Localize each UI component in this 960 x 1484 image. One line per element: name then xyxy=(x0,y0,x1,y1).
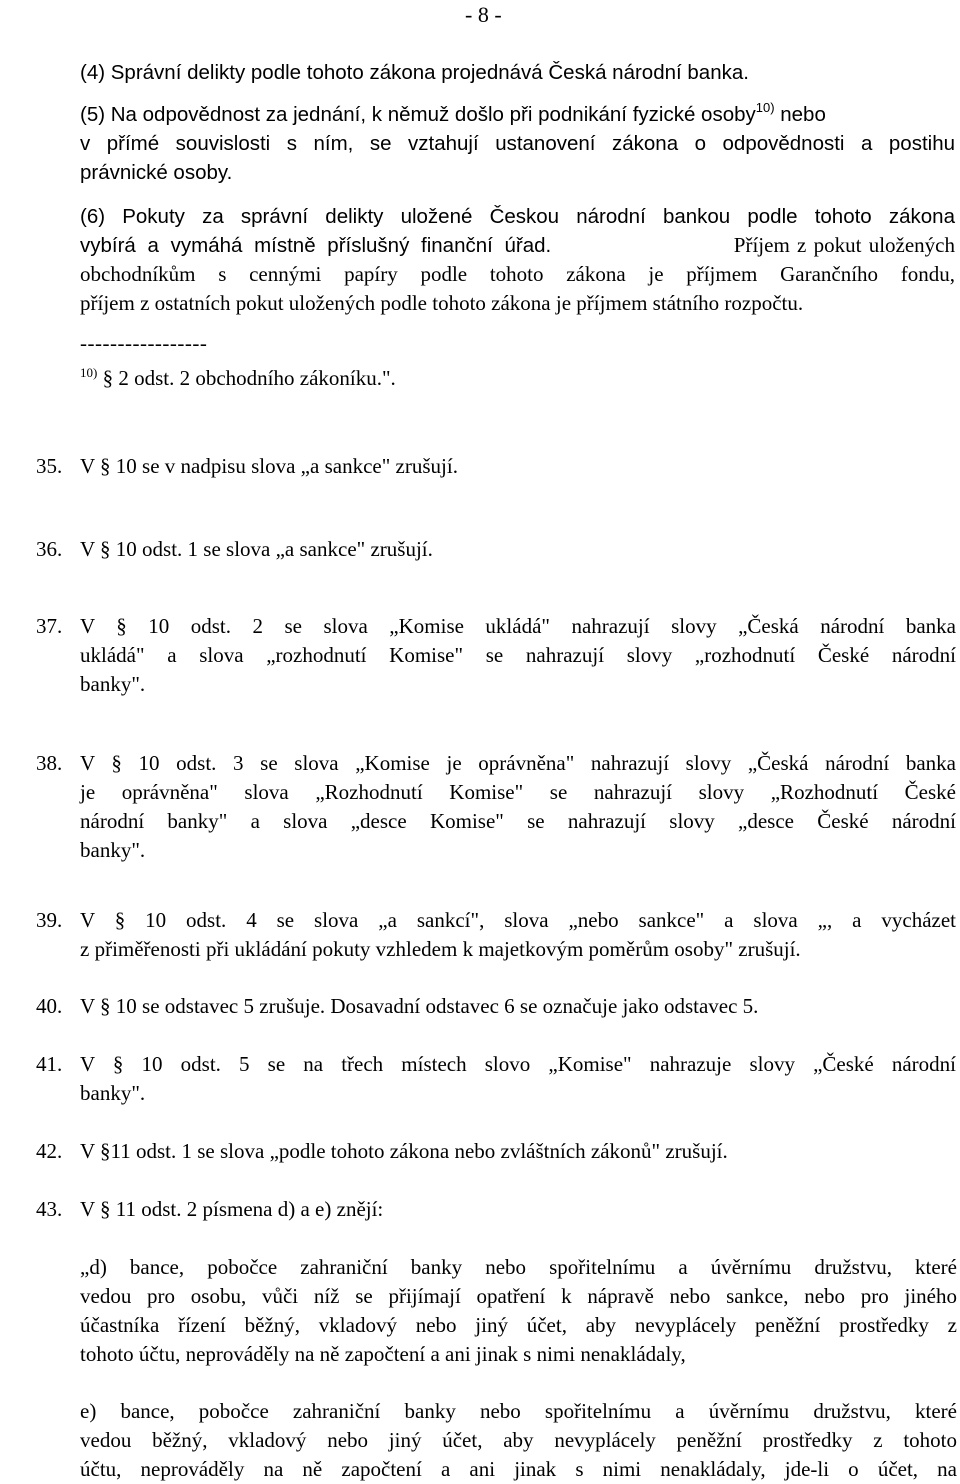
paragraph-5-text: (5) Na odpovědnost za jednání, k němuž došlo při podnikání fyzické osoby xyxy=(80,103,756,126)
item-text: V § 10 odst. 5 se na třech místech slovo „Komise" nahrazuje slovy „České národní xyxy=(80,1052,956,1076)
item-text: V § 10 odst. 4 se slova „a sankcí", slova „nebo sankce" a slova „, a vycházet xyxy=(80,908,956,932)
quote-paragraph-e xyxy=(80,1397,957,1484)
item-text: je oprávněna" slova „Rozhodnutí Komise" se nahrazují slovy „Rozhodnutí České xyxy=(80,780,956,804)
quote-line: tohoto účtu, neprováděly na ně započtení a ani jinak s nimi nenakládaly, xyxy=(80,1342,686,1366)
quote-line: vedou pro osobu, vůči níž se přijímají opatření k nápravě nebo sankce, nebo pro jiného xyxy=(80,1284,957,1308)
paragraph-6-line-1: (6) Pokuty za správní delikty uložené Českou národní bankou podle tohoto zákona xyxy=(80,205,955,228)
quote-line: e) bance, pobočce zahraniční banky nebo spořitelnímu a úvěrnímu družstvu, které xyxy=(80,1399,957,1423)
paragraph-6-text-serif: Příjem z pokut uložených xyxy=(733,233,955,257)
footnote-mark: 10) xyxy=(80,365,98,380)
item-number: 42. xyxy=(36,1139,63,1163)
item-number: 41. xyxy=(36,1052,63,1076)
item-number: 36. xyxy=(36,537,63,561)
quote-line: účastníka řízení běžný, vkladový nebo jiný účet, aby nevyplácely peněžní prostředky z xyxy=(80,1313,957,1337)
item-text: V § 10 se v nadpisu slova „a sankce" zrušují. xyxy=(80,454,458,478)
paragraph-5-text-end: nebo xyxy=(774,103,826,126)
paragraph-6-line-3: obchodníkům s cennými papíry podle tohoto zákona je příjmem Garančního fondu, xyxy=(80,262,955,286)
item-text: banky". xyxy=(80,672,146,696)
paragraph-6-line-4: příjem z ostatních pokut uložených podle tohoto zákona je příjmem státního rozpočtu. xyxy=(80,291,804,315)
item-text: V § 10 se odstavec 5 zrušuje. Dosavadní odstavec 6 se označuje jako odstavec 5. xyxy=(80,994,759,1018)
item-number: 39. xyxy=(36,908,63,932)
item-number: 40. xyxy=(36,994,63,1018)
item-text: ukládá" a slova „rozhodnutí Komise" se nahrazují slovy „rozhodnutí České národní xyxy=(80,643,956,667)
item-text: V § 11 odst. 2 písmena d) a e) znějí: xyxy=(80,1197,384,1221)
item-text: V § 10 odst. 3 se slova „Komise je oprávněna" nahrazují slovy „Česká národní banka xyxy=(80,751,956,775)
footnote-text: § 2 odst. 2 obchodního zákoníku.". xyxy=(97,366,396,390)
item-text: banky". xyxy=(80,1081,146,1105)
paragraph-6-text-sans: vybírá a vymáhá místně příslušný finanční úřad. xyxy=(80,234,552,257)
item-number: 37. xyxy=(36,614,63,638)
paragraph-6-line-2 xyxy=(80,231,955,260)
item-text: banky". xyxy=(80,838,146,862)
footnote-separator: ----------------- xyxy=(80,331,208,355)
item-number: 35. xyxy=(36,454,63,478)
item-text: V § 10 odst. 1 se slova „a sankce" zrušují. xyxy=(80,537,433,561)
quote-line: účtu, neprováděly na ně započtení a ani jinak s nimi nenakládaly, jde-li o účet, na xyxy=(80,1457,957,1481)
footnote xyxy=(80,366,396,391)
paragraph-5-line-3: právnické osoby. xyxy=(80,161,233,184)
item-text: národní banky" a slova „desce Komise" se nahrazují slovy „desce České národní xyxy=(80,809,956,833)
item-text: V § 10 odst. 2 se slova „Komise ukládá" nahrazují slovy „Česká národní banka xyxy=(80,614,956,638)
paragraph-4: (4) Správní delikty podle tohoto zákona projednává Česká národní banka. xyxy=(80,61,749,84)
item-number: 43. xyxy=(36,1197,63,1221)
footnote-ref: 10) xyxy=(755,100,775,115)
paragraph-5-line-1 xyxy=(80,100,955,129)
item-number: 38. xyxy=(36,751,63,775)
item-text: z přiměřenosti při ukládání pokuty vzhledem k majetkovým poměrům osoby" zrušují. xyxy=(80,937,801,961)
page-number: - 8 - xyxy=(465,2,502,27)
item-text: V §11 odst. 1 se slova „podle tohoto zákona nebo zvláštních zákonů" zrušují. xyxy=(80,1139,728,1163)
quote-line: „d) bance, pobočce zahraniční banky nebo spořitelnímu a úvěrnímu družstvu, které xyxy=(80,1255,957,1279)
paragraph-5-line-2: v přímé souvislosti s ním, se vztahují ustanovení zákona o odpovědnosti a postihu xyxy=(80,132,955,155)
quote-paragraph-d xyxy=(80,1253,957,1369)
quote-line: vedou běžný, vkladový nebo jiný účet, aby nevyplácely peněžní prostředky z tohoto xyxy=(80,1428,957,1452)
